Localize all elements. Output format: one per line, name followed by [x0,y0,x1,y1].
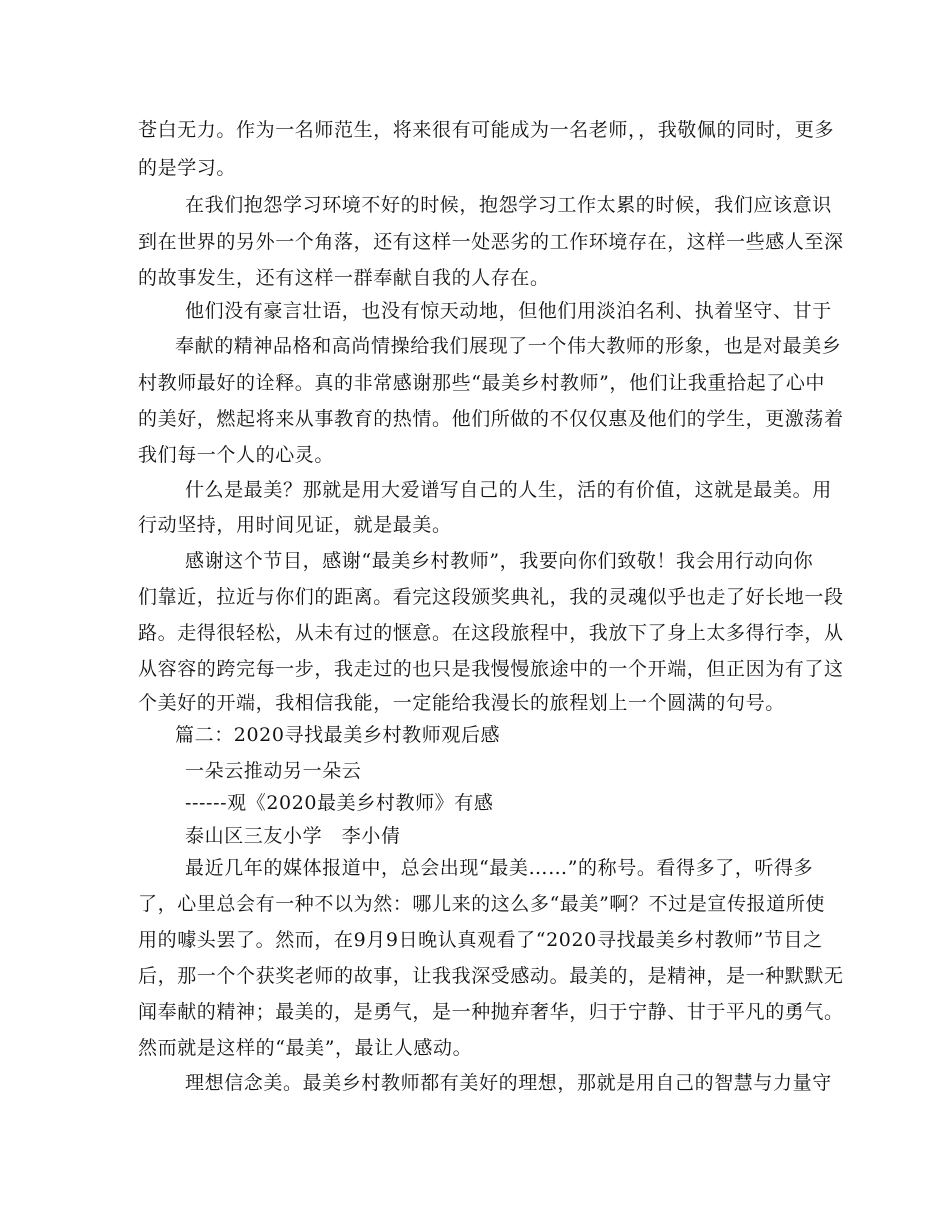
article-title: 一朵云推动另一朵云 [185,760,362,782]
text-line: 奉献的精神品格和高尚情操给我们展现了一个伟大教师的形象，也是对最美乡 [175,335,842,357]
text-line: 个美好的开端，我相信我能，一定能给我漫长的旅程划上一个圆满的句号。 [138,692,785,714]
text-line: 后，那一个个获奖老师的故事，让我我深受感动。最美的，是精神，是一种默默无 [138,965,844,987]
article-subtitle: ------观《2020最美乡村教师》有感 [185,792,494,814]
text-line: 村教师最好的诠释。真的非常感谢那些“最美乡村教师”，他们让我重拾起了心中 [138,372,826,394]
text-line: 理想信念美。最美乡村教师都有美好的理想，那就是用自己的智慧与力量守 [185,1072,832,1094]
text-line: 苍白无力。作为一名师范生，将来很有可能成为一名老师，，我敬佩的同时，更多 [138,119,835,141]
text-line: 们靠近，拉近与你们的距离。看完这段颁奖典礼，我的灵魂似乎也走了好长地一段 [138,586,844,608]
text-line: 在我们抱怨学习环境不好的时候，抱怨学习工作太累的时候，我们应该意识 [185,194,832,216]
text-line: 用的噱头罢了。然而，在9月9日晚认真观看了“2020寻找最美乡村教师”节目之 [138,929,823,951]
text-line: 的美好，燃起将来从事教育的热情。他们所做的不仅仅惠及他们的学生，更激荡着 [138,408,844,430]
text-line: 路。走得很轻松，从未有过的惬意。在这段旅程中，我放下了身上太多得行李，从 [138,622,844,644]
text-line: 从容容的跨完每一步，我走过的也只是我慢慢旅途中的一个开端，但正因为有了这 [138,658,844,680]
text-line: 然而就是这样的“最美”，最让人感动。 [138,1037,473,1059]
section-heading: 篇二：2020寻找最美乡村教师观后感 [175,724,501,746]
text-line: 最近几年的媒体报道中，总会出现“最美……”的称号。看得多了，听得多 [185,857,814,879]
text-line: 的是学习。 [138,157,237,179]
text-line: 闻奉献的精神；最美的，是勇气，是一种抛弃奢华，归于宁静、甘于平凡的勇气。 [138,1001,844,1023]
text-line: 了，心里总会有一种不以为然：哪儿来的这么多“最美”啊？不过是宣传报道所使 [138,893,826,915]
text-line: 感谢这个节目，感谢“最美乡村教师”，我要向你们致敬！我会用行动向你 [185,550,814,572]
text-line: 到在世界的另外一个角落，还有这样一处恶劣的工作环境存在，这样一些感人至深 [138,231,844,253]
text-line: 行动坚持，用时间见证，就是最美。 [138,514,452,536]
text-line: 我们每一个人的心灵。 [138,444,335,466]
article-author: 泰山区三友小学 李小倩 [185,825,401,847]
text-line: 的故事发生，还有这样一群奉献自我的人存在。 [138,267,550,289]
text-line: 他们没有豪言壮语，也没有惊天动地，但他们用淡泊名利、执着坚守、甘于 [185,300,832,322]
text-line: 什么是最美？那就是用大爱谱写自己的人生，活的有价值，这就是最美。用 [185,479,832,501]
